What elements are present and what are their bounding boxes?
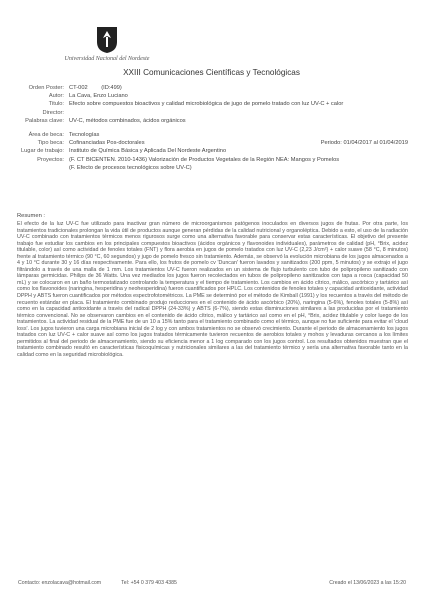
field-value: UV-C, métodos combinados, ácidos orgánicos	[69, 117, 186, 124]
field-label: Orden Poster:	[28, 85, 64, 91]
field-titulo	[16, 100, 411, 108]
field-area	[16, 131, 411, 139]
periodo-label: Periodo:	[320, 140, 342, 147]
field-label: Autor:	[48, 93, 64, 100]
field-palabras-clave	[16, 117, 411, 125]
field-label: Área de beca:	[28, 132, 64, 139]
field-value: Cofinanciadas Pos-doctorales	[69, 140, 145, 147]
project-item: (F. Efecto de procesos tecnológicos sobre UV-C)	[69, 164, 192, 171]
field-orden-poster	[16, 84, 411, 92]
field-lugar	[16, 147, 411, 155]
field-value: CT-002	[69, 85, 88, 91]
contact-phone: Tel: +54 0 379 403 4385	[121, 580, 177, 586]
field-label: Lugar de trabajo:	[20, 148, 64, 155]
resumen-heading: Resumen :	[17, 213, 46, 219]
created-date: Creado el 13/06/2023 a las 15:20	[329, 580, 406, 586]
contact-email: Contacto: enzolacava@hotmail.com	[18, 580, 102, 586]
page-title: XXIII Comunicaciones Científicas y Tecnológicas	[123, 68, 300, 77]
field-director	[16, 109, 411, 117]
institution-name: Universidad Nacional del Nordeste	[64, 56, 150, 62]
field-value: Efecto sobre compuestos bioactivos y calidad microbiológica de jugo de pomelo tratado con luz UV-C + calor	[69, 101, 344, 108]
field-value: Tecnologías	[69, 132, 100, 139]
field-value: La Cava, Enzo Luciano	[69, 93, 128, 100]
field-label: Director:	[42, 109, 64, 116]
page-footer	[18, 580, 406, 586]
field-label: Proyectos:	[37, 156, 64, 163]
field-label: Palabras clave:	[25, 117, 64, 124]
poster-fields	[16, 84, 411, 172]
field-value: Instituto de Química Básica y Aplicada Del Nordeste Argentino	[69, 148, 227, 155]
field-autor	[16, 92, 411, 100]
project-item: (F. CT BICENTEN. 2010-1436) Valorización de Productos Vegetales de la Región NEA: Mangos y Pomelos	[69, 156, 340, 163]
field-label: Titulo:	[48, 101, 64, 108]
university-crest-icon	[95, 26, 119, 54]
periodo-value: 01/04/2017 al 01/04/2019	[343, 140, 408, 147]
field-proyectos	[16, 156, 411, 172]
field-id: (ID:499)	[101, 85, 122, 91]
field-label: Tipo beca:	[37, 140, 64, 147]
field-tipo	[16, 139, 411, 147]
resumen-text: El efecto de la luz UV-C fue utilizado para inactivar gran número de microorganismos patógenos inoculados en diversos jugos de frutas. Por otra parte, los tratamientos tradicionales prolongan la vida útil de productos aunque generan pérdidas de la calidad nutricional y organoléptica. Debido a esto, el uso de la radiación UV-C combinado con tratamientos térmicos menos rigurosos surge como una alternativa favorable para conservar estas características. El objetivo del presente trabajo fue estudiar los cambios en los principales compuestos bioactivos (ácidos orgánicos y flavonoides individuales), parámetros de calidad (pH, °Brix, acidez titulable, color) así como actividad de fenoles totales (FNT) y flora aerobia en jugos de pomelo tratados con luz UV-C (2,23 J/cm²) + calor suave (58 °C, 8 minutos) frente al tratamiento térmico (90 °C, 60 segundos) y jugo de pomelo fresco sin tratamiento. Además, se observó la evolución microbiana de los jugos almacenados a 4 y 10 °C durante 30 y 16 días respectivamente. Para ello, los frutos de pomelo cv 'Duncan' fueron lavados y sanitizados (200 ppm, 5 minutos) y se extrajo el jugo filtrándolo a través de una malla de 1 mm. Los tratamientos UV-C fueron realizados en un sistema de flujo turbulento con tubo de polipropileno sanitizado con lámparas germicidas. Philips de 36 Watts. Una vez mediados los jugos fueron recolectados en tubos de polipropileno sanitizados con tapa a rosca (capacidad 50 mL) y se colocaron en un baño termostatizado controlando la temperatura y el tiempo de tratamiento. Los cambios en ácido cítrico, málico, ascórbico y tartárico así como los flavonoides (naringina, hesperidina y neohesperidina) fueron cuantificados por HPLC. Los contenidos de fenoles totales y capacidad antioxidante, actividad DPPH y ABTS fueron cuantificados por métodos espectrofotométricos. La PME se determinó por el método de Kimball (1991) y los recuentos a través del método de recuento estándar en placa. El tratamiento combinado produjo reducciones en el contenido de ácido ascórbico (20%), naringina (5-6%), fenoles totales (5-8%) así como en la capacidad antioxidante a través del radical DPPH (24-33%) y ABTS (6-7%), siendo estas disminuciones similares a las producidas por el tratamiento térmico convencional. No se observaron cambios en el contenido de ácido cítrico, málico y tartárico así como en el pH, °Brix, acidez titulable y color luego de los tratamientos. La actividad residual de la PME fue de un 10 a 15% tanto para el tratamiento combinado como el térmico, aunque no fue suficiente para evitar el 'cloud loss'. Los jugos tuvieron una carga microbiana inicial de 2 log y con ambos tratamientos no se observó crecimiento. Durante el periodo de almacenamiento los jugos tratados con luz UV-C + calor suave así como los jugos tratados térmicamente tuvieron recuentos de aerobios totales y mohos y levaduras cercanos a los límites permitidos al final del periodo de almacenamiento, siendo su eficiencia menor a 1 log comparado con los jugos control. Los resultados obtenidos muestran que el tratamiento combinado resultó en características fisicoquímicas y nutricionales similares a las del tratamiento térmico y sería una alternativa favorable tanto en la calidad como en la seguridad microbiológica.	[17, 221, 408, 358]
field-value	[69, 109, 411, 117]
university-logo	[52, 26, 162, 62]
